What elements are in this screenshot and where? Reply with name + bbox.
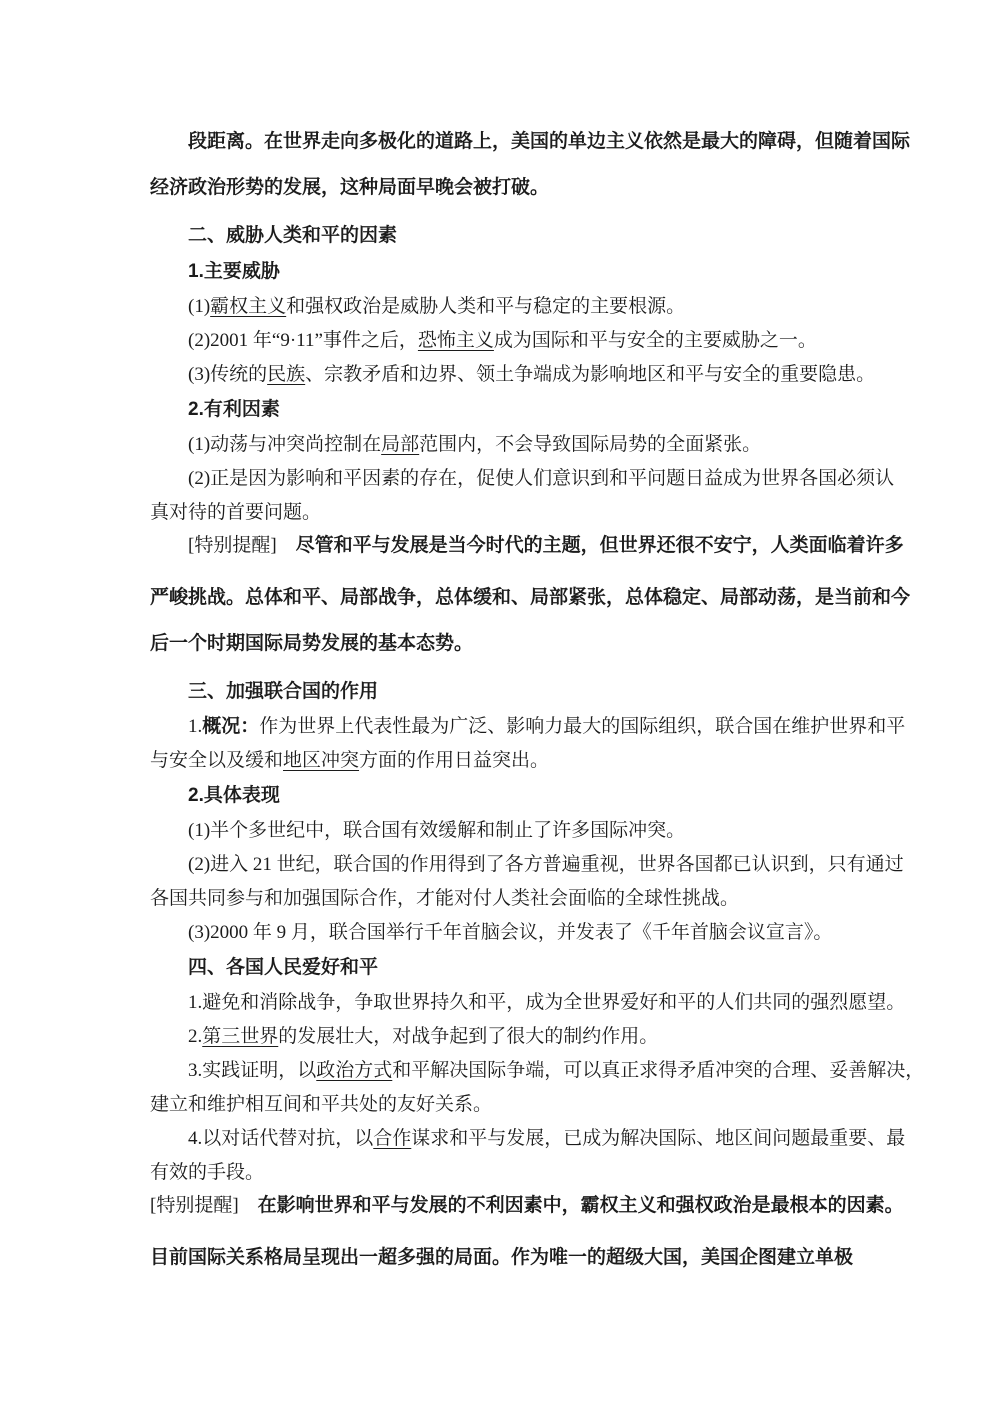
body-text-line <box>150 882 862 916</box>
text-run: (2)2001 年“9·11”事件之后， <box>188 330 418 351</box>
section-heading <box>150 254 862 290</box>
text-run: 概况： <box>202 716 260 737</box>
text-run: 的发展壮大，对战争起到了很大的制约作用。 <box>278 1026 659 1047</box>
text-run: 与安全以及缓和 <box>150 750 284 771</box>
text-run: 后一个时期国际局势发展的基本态势。 <box>150 633 474 654</box>
section-heading <box>150 674 862 710</box>
emphasis-text-line <box>150 172 862 218</box>
text-run: 和平解决国际争端，可以真正求得矛盾冲突的合理、妥善解决， <box>392 1060 925 1081</box>
text-run: 建立和维护相互间和平共处的友好关系。 <box>150 1094 493 1115</box>
text-run: (3)2000 年 9 月，联合国举行千年首脑会议，并发表了《千年首脑会议宣言》。 <box>188 922 833 943</box>
emphasis-text-line <box>150 1242 862 1288</box>
body-text-line <box>150 1020 862 1054</box>
text-run: 三、加强联合国的作用 <box>188 681 379 702</box>
body-text-line <box>150 1088 862 1122</box>
body-text-line <box>150 1054 925 1088</box>
text-run: 段距离。在世界走向多极化的道路上，美国的单边主义依然是最大的障碍，但随着国际 <box>188 131 911 152</box>
text-run: (1) <box>188 296 211 317</box>
text-run: 2.具体表现 <box>188 785 280 806</box>
text-run: 尽管和平与发展是当今时代的主题，但世界还很不安宁，人类面临着许多 <box>276 535 904 556</box>
text-run: 、宗教矛盾和边界、领土争端成为影响地区和平与安全的重要隐患。 <box>305 364 876 385</box>
text-run: 在影响世界和平与发展的不利因素中，霸权主义和强权政治是最根本的因素。 <box>238 1195 904 1216</box>
text-run: (2)进入 21 世纪，联合国的作用得到了各方普遍重视，世界各国都已认识到，只有通过 <box>188 854 904 875</box>
text-run: (2)正是因为影响和平因素的存在，促使人们意识到和平问题日益成为世界各国必须认 <box>188 468 895 489</box>
text-run: 严峻挑战。总体和平、局部战争，总体缓和、局部紧张，总体稳定、局部动荡，是当前和今 <box>150 587 911 608</box>
section-heading <box>150 950 862 986</box>
text-run: 和强权政治是威胁人类和平与稳定的主要根源。 <box>286 296 686 317</box>
body-text-line <box>150 290 862 324</box>
text-run: 目前国际关系格局呈现出一超多强的局面。作为唯一的超级大国，美国企图建立单极 <box>150 1247 854 1268</box>
text-run: 范围内，不会导致国际局势的全面紧张。 <box>419 434 762 455</box>
body-text-line <box>150 848 904 882</box>
text-run: 1.主要威胁 <box>188 261 280 282</box>
special-note-line <box>150 530 904 582</box>
text-run: (1)动荡与冲突尚控制在 <box>188 434 382 455</box>
section-heading <box>150 218 862 254</box>
emphasis-text-line <box>150 582 911 628</box>
body-text-line <box>150 358 876 392</box>
body-text-line <box>150 324 862 358</box>
text-run: 二、威胁人类和平的因素 <box>188 225 398 246</box>
underline-emphasis: 恐怖主义 <box>417 330 494 351</box>
document-content <box>150 126 925 1288</box>
text-run: (3)传统的 <box>188 364 268 385</box>
text-run: 2.有利因素 <box>188 399 280 420</box>
text-run: 2. <box>188 1026 203 1047</box>
text-run: 四、各国人民爱好和平 <box>188 957 379 978</box>
note-label: [特别提醒] <box>150 1195 239 1216</box>
body-text-line <box>150 1122 906 1156</box>
text-run: 4.以对话代替对抗，以 <box>188 1128 374 1149</box>
body-text-line <box>150 744 862 778</box>
text-run: 方面的作用日益突出。 <box>359 750 550 771</box>
text-run: 3.实践证明，以 <box>188 1060 317 1081</box>
underline-emphasis: 政治方式 <box>316 1060 393 1081</box>
underline-emphasis: 合作 <box>373 1128 412 1149</box>
special-note-line <box>150 1190 904 1242</box>
text-run: 有效的手段。 <box>150 1162 265 1183</box>
underline-emphasis: 地区冲突 <box>283 750 360 771</box>
text-run: (1)半个多世纪中，联合国有效缓解和制止了许多国际冲突。 <box>188 820 686 841</box>
underline-emphasis: 民族 <box>267 364 306 385</box>
section-heading <box>150 392 862 428</box>
text-run: 各国共同参与和加强国际合作，才能对付人类社会面临的全球性挑战。 <box>150 888 740 909</box>
text-run: 1.避免和消除战争，争取世界持久和平，成为全世界爱好和平的人们共同的强烈愿望。 <box>188 992 906 1013</box>
body-text-line <box>150 710 906 744</box>
body-text-line <box>150 986 906 1020</box>
body-text-line <box>150 462 895 496</box>
section-heading <box>150 778 862 814</box>
underline-emphasis: 第三世界 <box>202 1026 279 1047</box>
body-text-line <box>150 916 862 950</box>
text-run: 作为世界上代表性最为广泛、影响力最大的国际组织，联合国在维护世界和平 <box>259 716 906 737</box>
emphasis-text-line <box>150 628 862 674</box>
body-text-line <box>150 814 862 848</box>
text-run: 谋求和平与发展，已成为解决国际、地区间问题最重要、最 <box>411 1128 906 1149</box>
underline-emphasis: 霸权主义 <box>210 296 287 317</box>
note-label: [特别提醒] <box>188 535 277 556</box>
body-text-line <box>150 428 862 462</box>
body-text-line <box>150 496 862 530</box>
text-run: 真对待的首要问题。 <box>150 502 322 523</box>
body-text-line <box>150 1156 862 1190</box>
underline-emphasis: 局部 <box>381 434 420 455</box>
emphasis-text-line <box>150 126 911 172</box>
text-run: 成为国际和平与安全的主要威胁之一。 <box>493 330 817 351</box>
text-run: 1. <box>188 716 203 737</box>
text-run: 经济政治形势的发展，这种局面早晚会被打破。 <box>150 177 550 198</box>
